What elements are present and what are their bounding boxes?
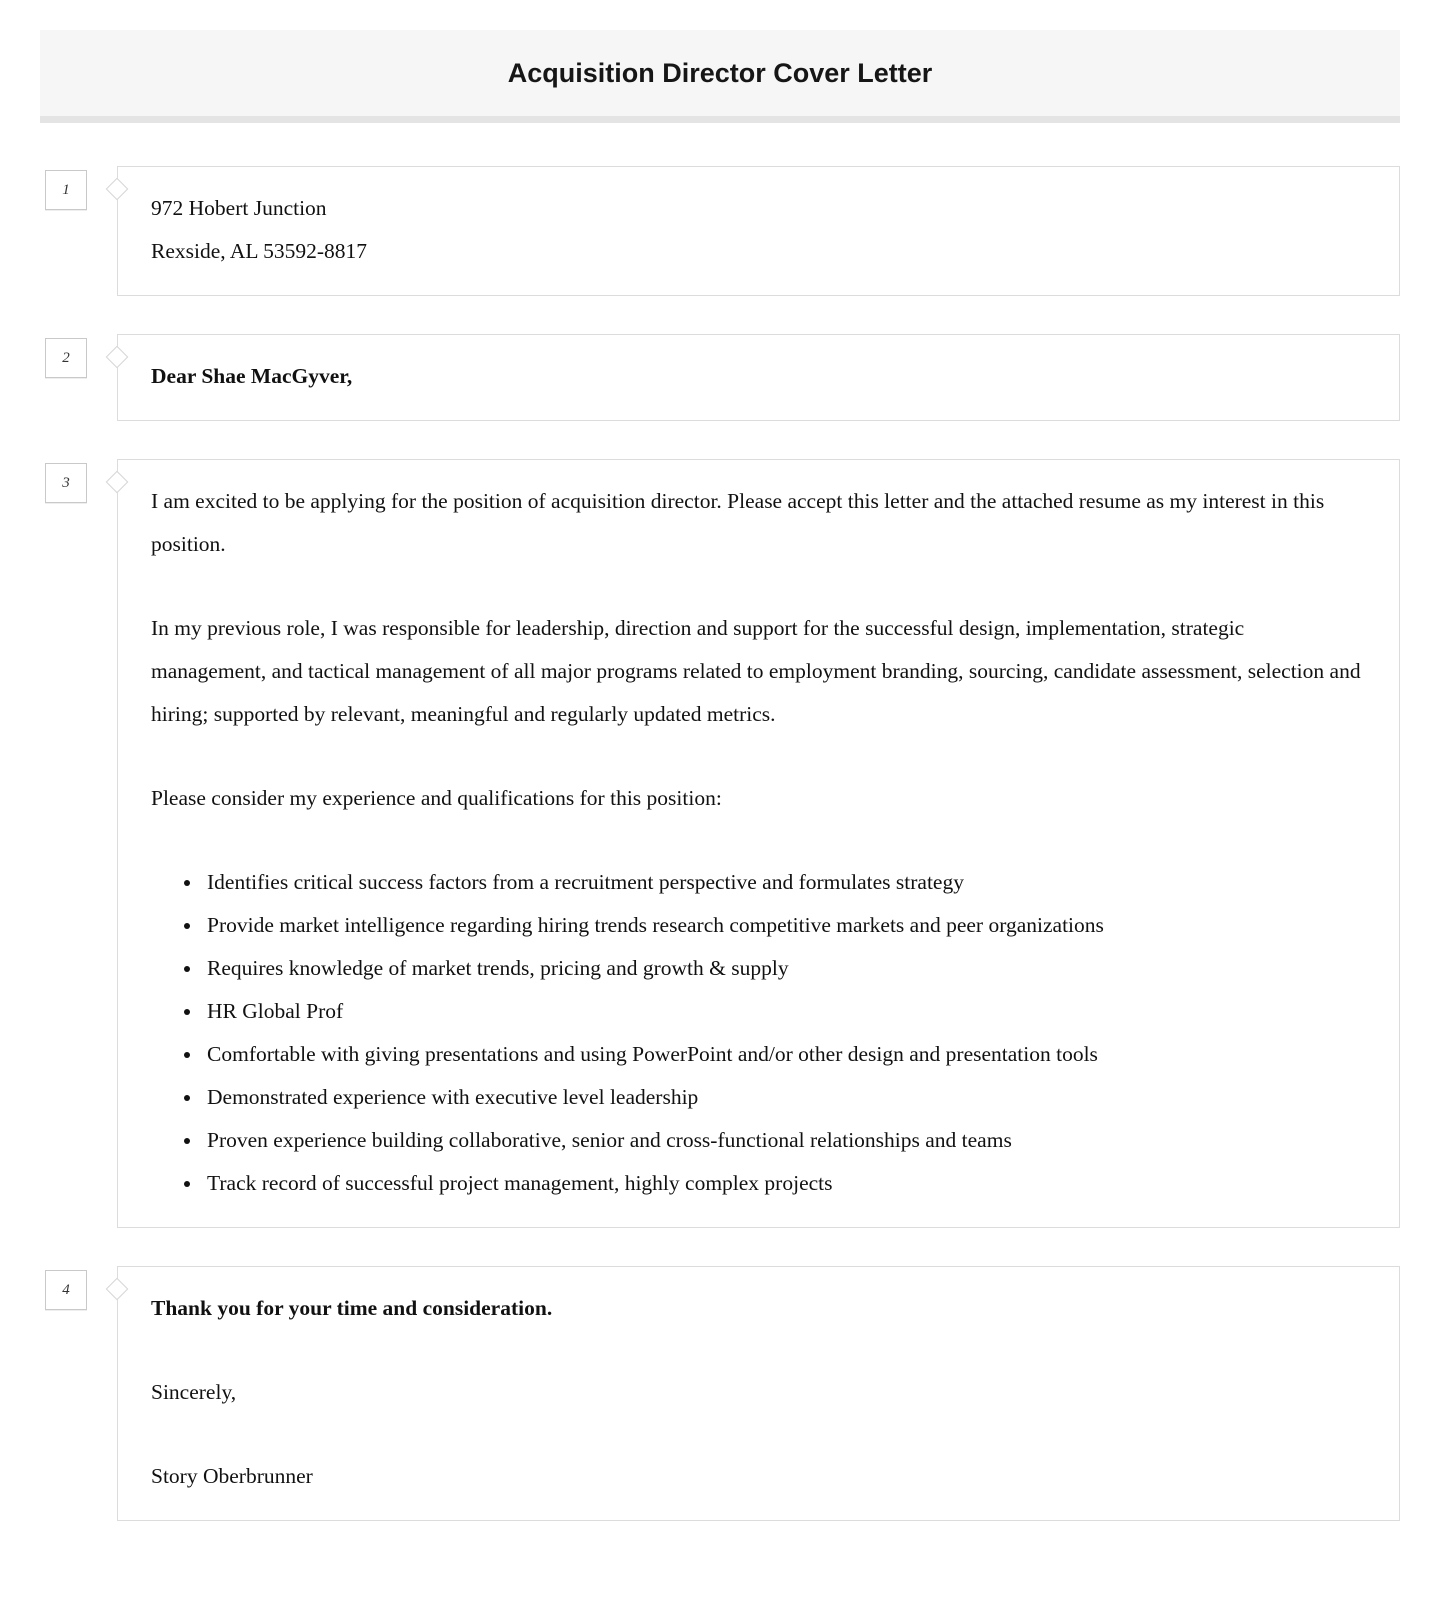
salutation-text: Dear Shae MacGyver, — [151, 364, 353, 388]
section-closing — [45, 1266, 1400, 1521]
closing-box — [117, 1266, 1400, 1521]
qualification-item: • Requires knowledge of market trends, pricing and growth & supply — [203, 947, 1363, 990]
body-paragraph: I am excited to be applying for the position of acquisition director. Please accept this letter and the attached resume as my interest in this position. — [151, 489, 1325, 556]
connector-diamond-icon — [106, 471, 129, 494]
qualifications-list — [151, 861, 1363, 1205]
address-line-1: 972 Hobert Junction — [151, 196, 327, 220]
signature: Story Oberbrunner — [151, 1464, 313, 1488]
closing-thanks: Thank you for your time and consideration. — [151, 1296, 553, 1320]
qualification-item: • Identifies critical success factors from a recruitment perspective and formulates strategy — [203, 861, 1363, 904]
body-paragraph: In my previous role, I was responsible for leadership, direction and support for the successful design, implementation, strategic management, and tactical management of all major programs related to employment branding, sourcing, candidate assessment, selection and hiring; supported by relevant, meaningful and regularly updated metrics. — [151, 616, 1361, 726]
page-header — [40, 30, 1400, 116]
section-body — [45, 459, 1400, 1228]
qualification-item: • Track record of successful project management, highly complex projects — [203, 1162, 1363, 1205]
salutation-box — [117, 334, 1400, 421]
body-box — [117, 459, 1400, 1228]
section-address — [45, 166, 1400, 296]
section-number-badge: 3 — [45, 463, 87, 503]
connector-diamond-icon — [106, 1278, 129, 1301]
address-box — [117, 166, 1400, 296]
section-number-badge: 1 — [45, 170, 87, 210]
section-salutation — [45, 334, 1400, 421]
section-number-badge: 2 — [45, 338, 87, 378]
connector-diamond-icon — [106, 178, 129, 201]
letter-sections — [0, 166, 1440, 1521]
page-title: Acquisition Director Cover Letter — [507, 57, 933, 88]
qualification-item: • HR Global Prof — [203, 990, 1363, 1033]
address-line-2: Rexside, AL 53592-8817 — [151, 239, 367, 263]
signoff: Sincerely, — [151, 1380, 237, 1404]
connector-diamond-icon — [106, 346, 129, 369]
qualification-item: • Demonstrated experience with executive level leadership — [203, 1076, 1363, 1119]
qualification-item: • Provide market intelligence regarding hiring trends research competitive markets and peer organizations — [203, 904, 1363, 947]
section-number-badge: 4 — [45, 1270, 87, 1310]
body-paragraph: Please consider my experience and qualifications for this position: — [151, 786, 722, 810]
cover-letter-page — [0, 30, 1440, 1599]
qualification-item: • Proven experience building collaborative, senior and cross-functional relationships and teams — [203, 1119, 1363, 1162]
qualification-item: • Comfortable with giving presentations and using PowerPoint and/or other design and presentation tools — [203, 1033, 1363, 1076]
